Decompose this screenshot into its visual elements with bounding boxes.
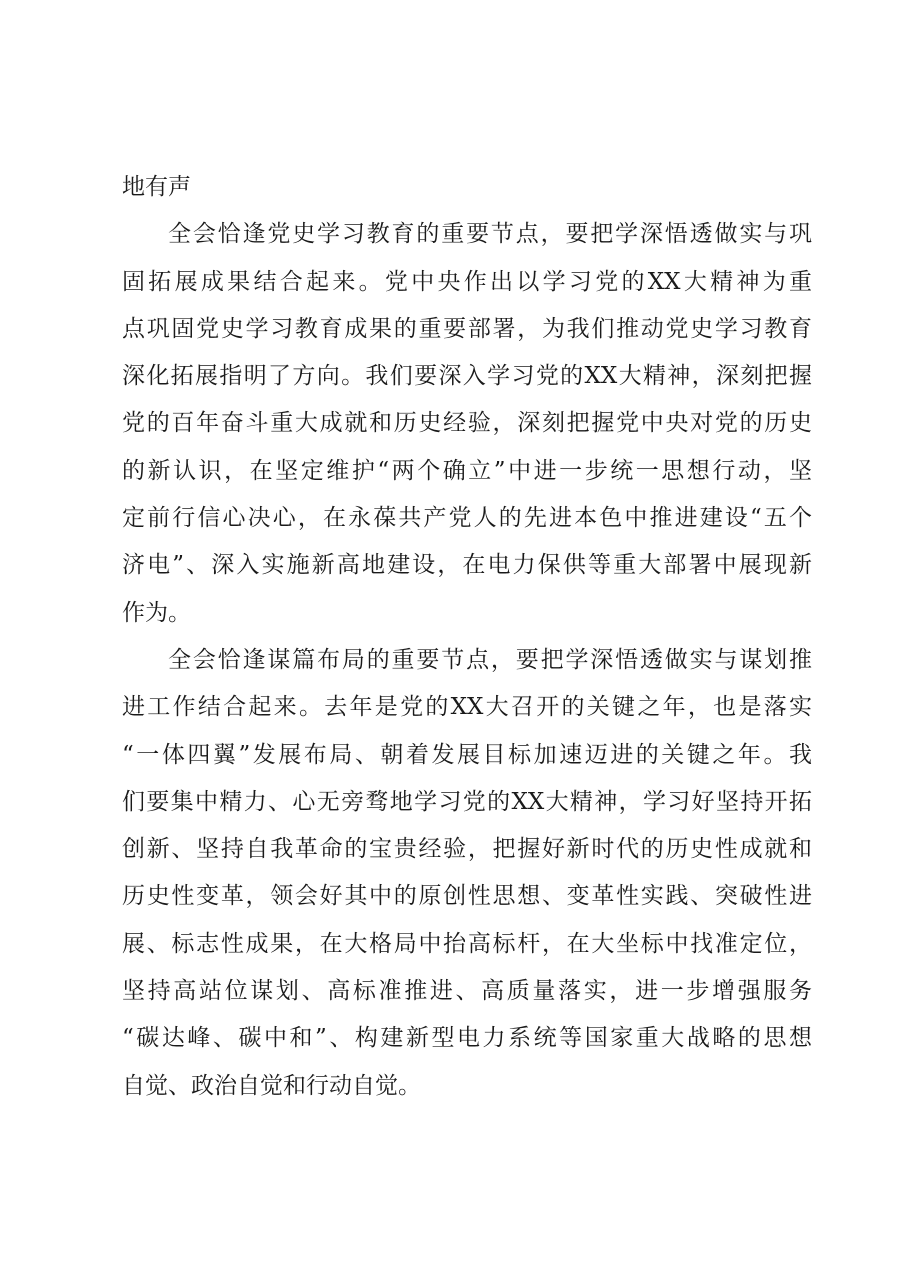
text-line: 坚持高站位谋划、高标准推进、高质量落实，进一步增强服务: [122, 978, 812, 1005]
text-line: 自觉、政治自觉和行动自觉。: [122, 1072, 421, 1099]
text-line: 固拓展成果结合起来。党中央作出以学习党的XX大精神为重: [122, 268, 812, 295]
text-line: 创新、坚持自我革命的宝贵经验，把握好新时代的历史性成就和: [122, 836, 812, 863]
document-body: [122, 164, 812, 1110]
text-line: 济电”、深入实施新高地建设，在电力保供等重大部署中展现新: [122, 552, 812, 579]
text-line: 地有声: [122, 174, 191, 200]
text-line: “碳达峰、碳中和”、构建新型电力系统等国家重大战略的思想: [122, 1025, 812, 1052]
text-line: 深化拓展指明了方向。我们要深入学习党的XX大精神，深刻把握: [122, 363, 812, 390]
text-line: “一体四翼”发展布局、朝着发展目标加速迈进的关键之年。我: [122, 741, 812, 768]
text-line: 的新认识，在坚定维护“两个确立”中进一步统一思想行动，坚: [122, 457, 812, 484]
text-line: 进工作结合起来。去年是党的XX大召开的关键之年，也是落实: [122, 694, 812, 721]
text-line: 们要集中精力、心无旁骛地学习党的XX大精神，学习好坚持开拓: [122, 788, 812, 815]
text-line: 全会恰逢党史学习教育的重要节点，要把学深悟透做实与巩: [168, 221, 812, 248]
text-line: 点巩固党史学习教育成果的重要部署，为我们推动党史学习教育: [122, 315, 812, 342]
text-line: 展、标志性成果，在大格局中抬高标杆，在大坐标中找准定位，: [122, 930, 812, 957]
text-line: 全会恰逢谋篇布局的重要节点，要把学深悟透做实与谋划推: [168, 646, 812, 673]
text-line: 作为。: [122, 599, 191, 626]
text-line: 党的百年奋斗重大成就和历史经验，深刻把握党中央对党的历史: [122, 410, 812, 437]
text-line: 定前行信心决心，在永葆共产党人的先进本色中推进建设“五个: [122, 505, 812, 532]
text-line: 历史性变革，领会好其中的原创性思想、变革性实践、突破性进: [122, 883, 812, 910]
